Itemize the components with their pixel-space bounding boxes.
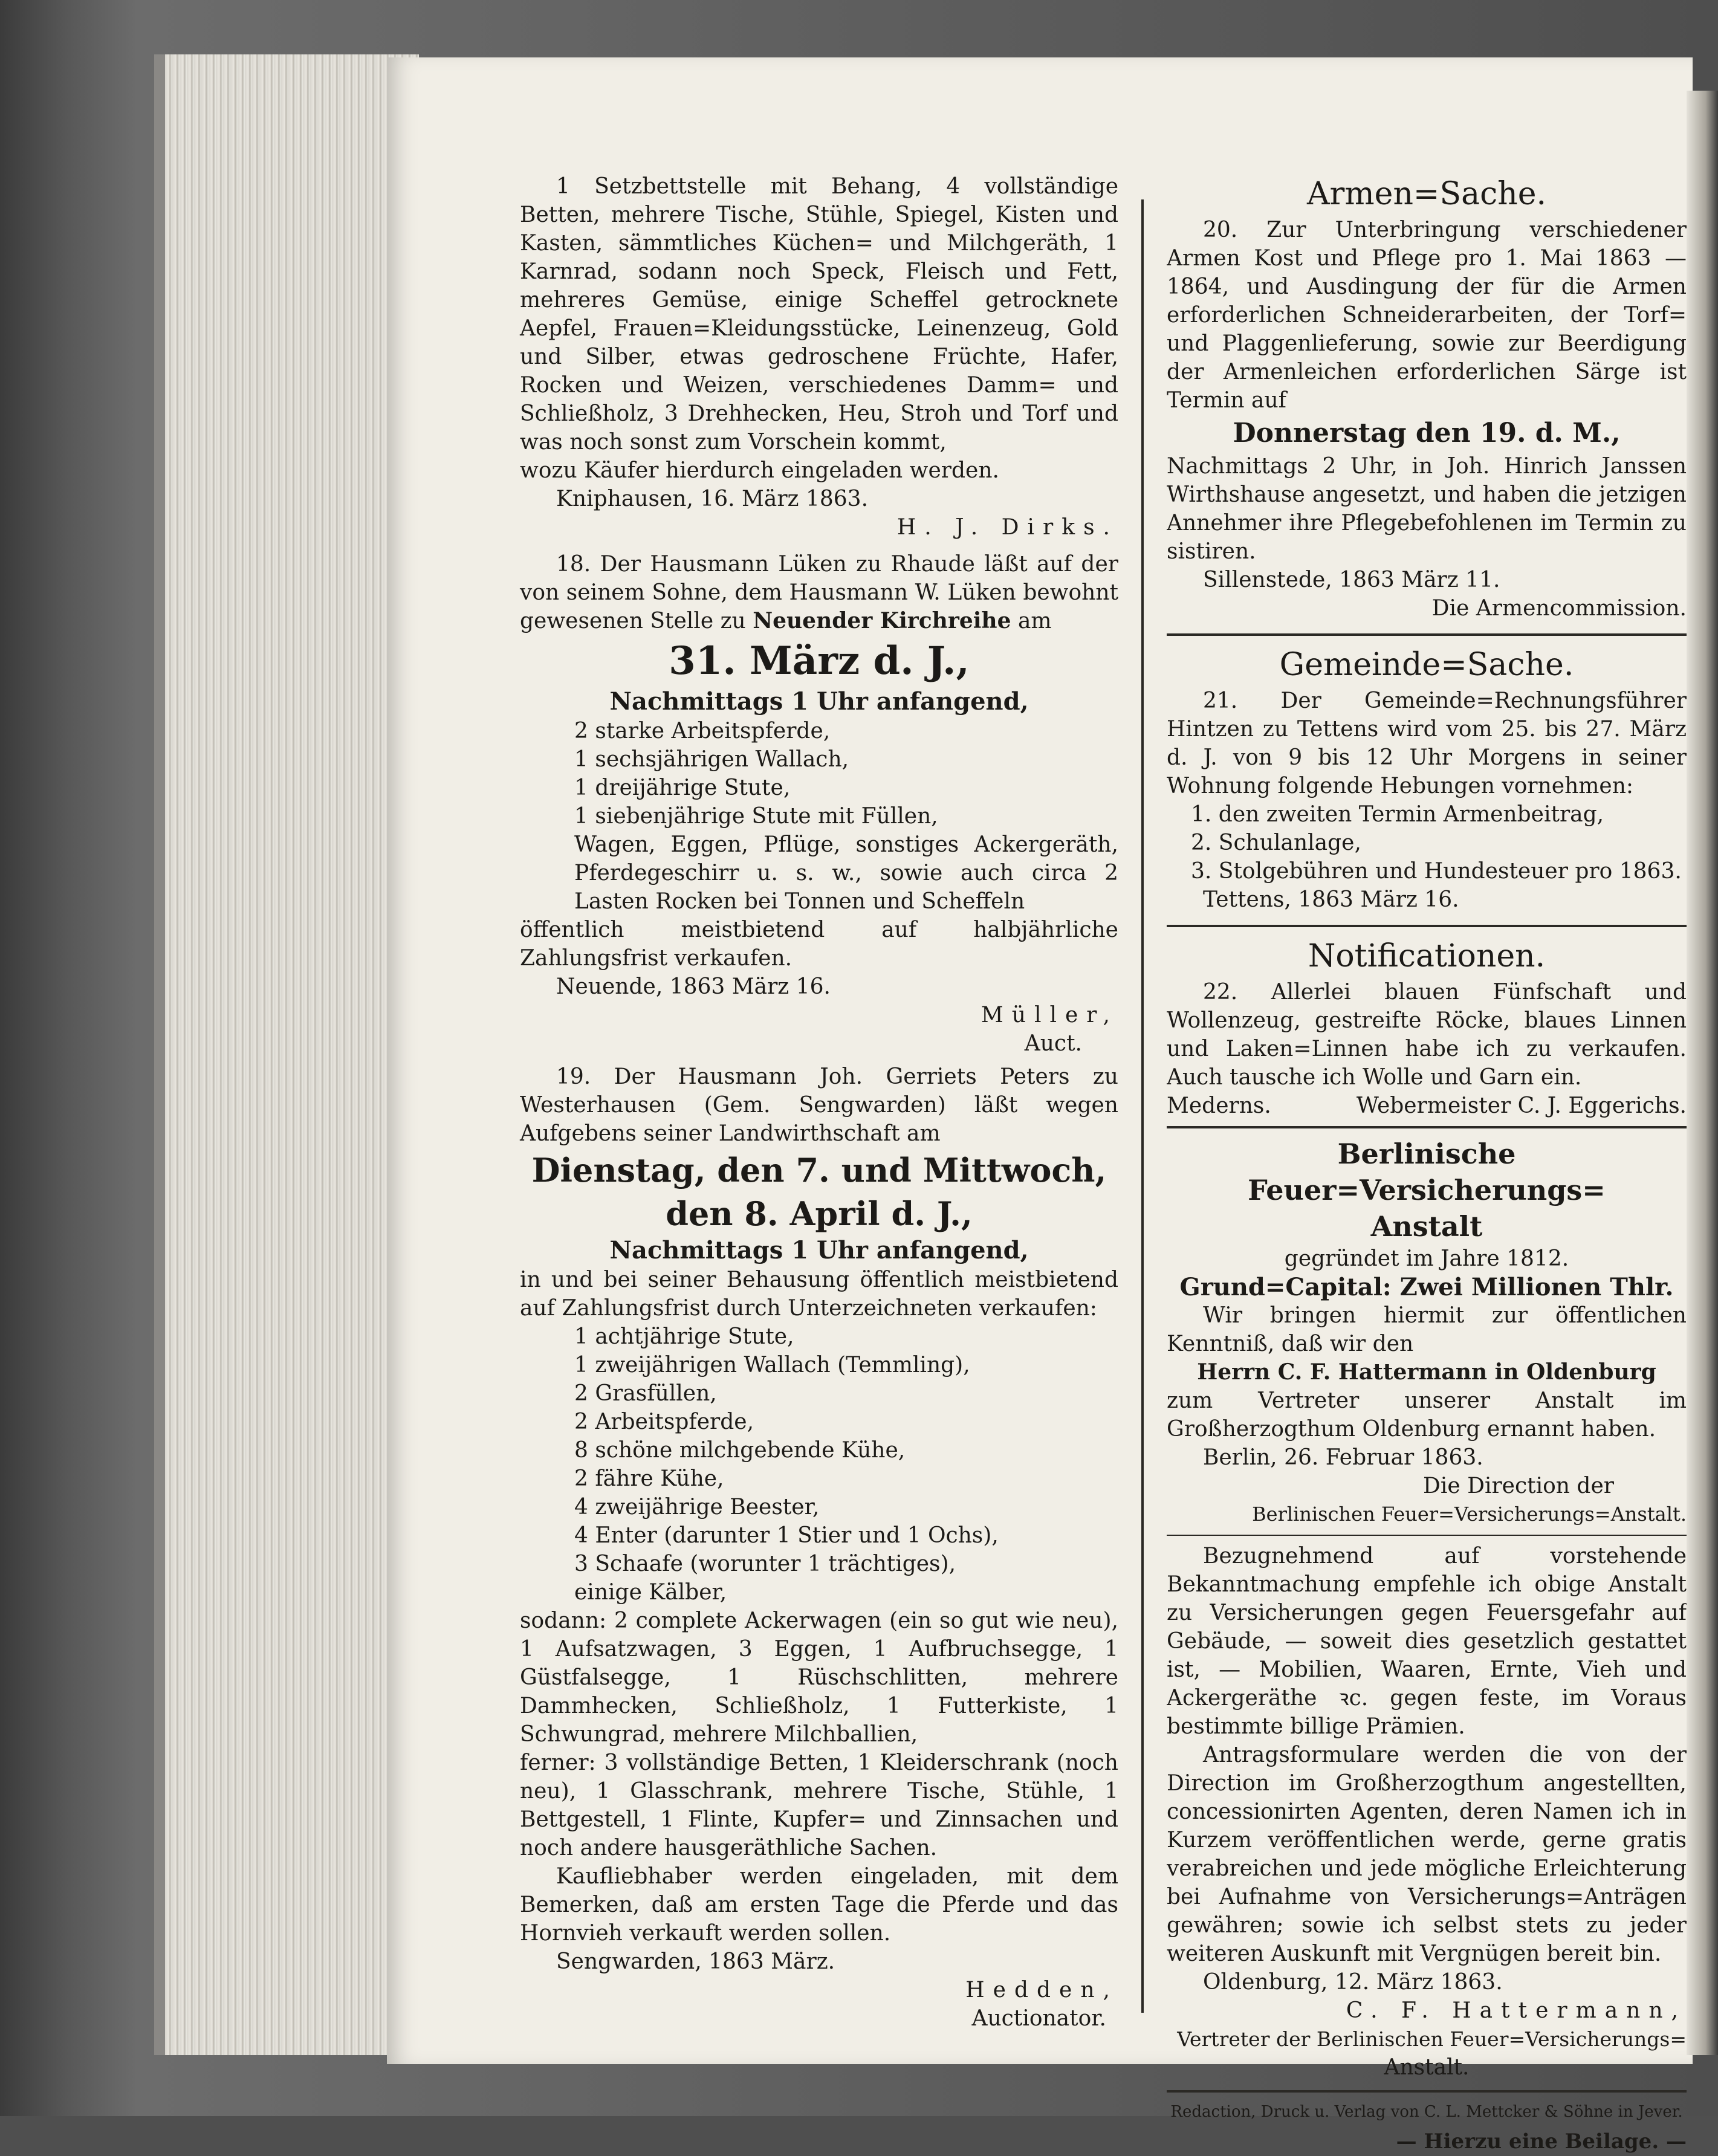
footer-rule: [1167, 2090, 1687, 2093]
text-p17: 1 Setzbettstelle mit Behang, 4 vollständige Betten, mehrere Tische, Stühle, Spiegel, Kisten und Kasten, sämmtliches Küchen= und Milchgeräth, 1 Karnrad, sodann noch Speck, Fleisch und Fett, mehreres Gemüse, einige Scheffel getrocknete Aepfel, Frauen=Kleidungsstücke, Leinenzeug, Gold und Silber, etwas gedroschene Früchte, Hafer, Rocken und Weizen, verschiedenes Damm= und Schließholz, 3 Drehhecken, Heu, Stroh und Torf und was noch sonst zum Vorschein kommt,: [520, 174, 1118, 455]
text-berlin-place-date: Berlin, 26. Februar 1863.: [1203, 1445, 1483, 1470]
text-p22-place: Mederns.: [1167, 1093, 1271, 1118]
footer-imprint: Redaction, Druck u. Verlag von C. L. Mettcker & Söhne in Jever.: [1170, 2103, 1683, 2121]
text-berlin-p1b: zum Vertreter unserer Anstalt im Großherzogthum Oldenburg ernannt haben.: [1167, 1388, 1687, 1442]
heading-armen-sache: Armen=Sache.: [1306, 176, 1547, 212]
signature-hedden-title: Auctionator.: [971, 2006, 1106, 2031]
heading-p19-date1: Dienstag, den 7. und Mittwoch,: [531, 1151, 1107, 1190]
text-p19-place-date: Sengwarden, 1863 März.: [556, 1949, 835, 1974]
heading-p18-time: Nachmittags 1 Uhr anfangend,: [609, 687, 1029, 716]
signature-hattermann-title-1: Vertreter der Berlinischen Feuer=Versicherungs=: [1177, 2027, 1687, 2051]
list-item: 8 schöne milchgebende Kühe,: [574, 1438, 906, 1463]
text-p17-place-date: Kniphausen, 16. März 1863.: [556, 487, 869, 511]
list-p21-items: [1167, 800, 1687, 885]
list-item: 1 dreijährige Stute,: [574, 775, 791, 800]
list-item: einige Kälber,: [574, 1580, 727, 1605]
signature-armencommission: Die Armencommission.: [1431, 596, 1687, 621]
right-column: [1167, 172, 1687, 2156]
text-p19-sodann: sodann: 2 complete Ackerwagen (ein so gut wie neu), 1 Aufsatzwagen, 3 Eggen, 1 Aufbruchsegge, 1 Güstfalsegge, 1 Rüschschlitten, mehrere Dammhecken, Schließholz, 1 Futterkiste, 1 Schwungrad, mehrere Milchballien,: [520, 1608, 1118, 1747]
list-item: Wagen, Eggen, Pflüge, sonstiges Ackergeräth, Pferdegeschirr u. s. w., sowie auch circa 2 Lasten Rocken bei Tonnen und Scheffeln: [574, 832, 1118, 914]
list-item: 2 Arbeitspferde,: [574, 1410, 754, 1434]
list-item: 3. Stolgebühren und Hundesteuer pro 1863.: [1191, 859, 1682, 884]
left-column: [520, 172, 1118, 2033]
footer-beilage: — Hierzu eine Beilage. —: [1396, 2129, 1687, 2154]
list-item: 2 fähre Kühe,: [574, 1466, 724, 1491]
heading-p20-date: Donnerstag den 19. d. M.,: [1233, 418, 1621, 448]
signature-eggerichs: Webermeister C. J. Eggerichs.: [1356, 1093, 1687, 1118]
heading-berlinische-2: Anstalt: [1370, 1210, 1483, 1243]
list-p18-items: [520, 717, 1118, 916]
text-berlin-founded: gegründet im Jahre 1812.: [1284, 1246, 1569, 1271]
list-item: 2 starke Arbeitspferde,: [574, 719, 831, 743]
text-p18-intro: 18. Der Hausmann Lüken zu Rhaude läßt auf der von seinem Sohne, dem Hausmann W. Lüken bewohnt gewesenen Stelle zu: [520, 552, 1118, 633]
list-item: 4 zweijährige Beester,: [574, 1495, 820, 1520]
text-p19-sale: in und bei seiner Behausung öffentlich meistbietend auf Zahlungsfrist durch Unterzeichneten verkaufen:: [520, 1267, 1118, 1321]
list-item: 4 Enter (darunter 1 Stier und 1 Ochs),: [574, 1523, 999, 1548]
text-p20-rest: Nachmittags 2 Uhr, in Joh. Hinrich Janssen Wirthshause angesetzt, und haben die jetzigen Annehmer ihre Pflegebefohlenen im Termin zu sistiren.: [1167, 454, 1687, 564]
section-rule: [1167, 1126, 1687, 1128]
section-rule: [1167, 925, 1687, 927]
signature-hattermann-title-2: Anstalt.: [1384, 2055, 1470, 2080]
heading-berlinische-1: Berlinische Feuer=Versicherungs=: [1248, 1138, 1606, 1206]
text-berlin-p3: Antragsformulare werden die von der Direction im Großherzogthum angestellten, concessionirten Agenten, deren Namen ich in Kurzem veröffentlichen werde, gerne gratis verabreichen und jede mögliche Erleichterung bei Aufnahme von Versicherungs=Anträgen gewähren; sowie ich selbst stets zu jeder weiteren Auskunft mit Vergnügen bereit bin.: [1167, 1743, 1687, 1966]
right-page-edge: [1687, 91, 1718, 2055]
signature-hattermann: C. F. Hattermann,: [1346, 1998, 1687, 2023]
text-berlin-p1: Wir bringen hiermit zur öffentlichen Kenntniß, daß wir den: [1167, 1303, 1687, 1356]
list-item: 2 Grasfüllen,: [574, 1381, 717, 1406]
section-rule: [1167, 633, 1687, 636]
text-p21-place-date: Tettens, 1863 März 16.: [1203, 887, 1459, 912]
list-item: 1 sechsjährigen Wallach,: [574, 747, 849, 772]
section-rule: [1167, 1535, 1687, 1536]
text-p18-place-date: Neuende, 1863 März 16.: [556, 974, 831, 999]
book-page-edges: [154, 54, 419, 2055]
text-berlin-name: Herrn C. F. Hattermann in Oldenburg: [1197, 1359, 1656, 1385]
text-berlin-place-date2: Oldenburg, 12. März 1863.: [1203, 1970, 1503, 1995]
list-item: 2. Schulanlage,: [1191, 830, 1361, 855]
text-berlin-capital: Grund=Capital: Zwei Millionen Thlr.: [1179, 1273, 1674, 1301]
text-p18-am: am: [1017, 609, 1052, 633]
text-p19-intro: 19. Der Hausmann Joh. Gerriets Peters zu Westerhausen (Gem. Sengwarden) läßt wegen Aufgebens seiner Landwirthschaft am: [520, 1064, 1118, 1146]
text-p21: 21. Der Gemeinde=Rechnungsführer Hintzen zu Tettens wird vom 25. bis 27. März d. J. von 9 bis 12 Uhr Morgens in seiner Wohnung folgende Hebungen vornehmen:: [1167, 688, 1687, 798]
heading-p19-time: Nachmittags 1 Uhr anfangend,: [609, 1236, 1029, 1264]
signature-hedden: Hedden,: [965, 1978, 1118, 2002]
text-p18-sale: öffentlich meistbietend auf halbjährliche Zahlungsfrist verkaufen.: [520, 918, 1118, 971]
list-item: 1 achtjährige Stute,: [574, 1324, 794, 1349]
list-item: 1 siebenjährige Stute mit Füllen,: [574, 804, 938, 829]
signature-direction-2: Berlinischen Feuer=Versicherungs=Anstalt.: [1252, 1503, 1687, 1526]
column-divider: [1141, 199, 1144, 2013]
heading-gemeinde-sache: Gemeinde=Sache.: [1279, 647, 1574, 683]
signature-dirks: H. J. Dirks.: [896, 515, 1118, 540]
text-p18-place: Neuender Kirchreihe: [753, 608, 1011, 633]
heading-p19-date2: den 8. April d. J.,: [666, 1194, 973, 1233]
heading-notificationen: Notificationen.: [1308, 938, 1546, 974]
text-p19-ferner: ferner: 3 vollständige Betten, 1 Kleiderschrank (noch neu), 1 Glasschrank, mehrere Tische, Stühle, 1 Bettgestell, 1 Flinte, Kupfer= und Zinnsachen und noch andere hausgeräthliche Sachen.: [520, 1750, 1118, 1860]
text-p17-invite: wozu Käufer hierdurch eingeladen werden.: [520, 458, 999, 483]
signature-mueller-title: Auct.: [1024, 1031, 1082, 1056]
signature-direction-1: Die Direction der: [1422, 1474, 1614, 1498]
heading-p18-date: 31. März d. J.,: [669, 638, 970, 684]
list-item: 3 Schaafe (worunter 1 trächtiges),: [574, 1552, 956, 1576]
text-p18: [520, 550, 1118, 635]
text-p19-note: Kaufliebhaber werden eingeladen, mit dem Bemerken, daß am ersten Tage die Pferde und das Hornvieh verkauft werden sollen.: [520, 1864, 1118, 1946]
text-p20-place-date: Sillenstede, 1863 März 11.: [1203, 568, 1500, 592]
text-p20: 20. Zur Unterbringung verschiedener Armen Kost und Pflege pro 1. Mai 1863 — 1864, und Ausdingung der für die Armen erforderlichen Schneiderarbeiten, der Torf= und Plaggenlieferung, sowie zur Beerdigung der Armenleichen erforderlichen Särge ist Termin auf: [1167, 218, 1687, 413]
text-p22-sign-line: [1167, 1092, 1687, 1120]
text-berlin-p2: Bezugnehmend auf vorstehende Bekanntmachung empfehle ich obige Anstalt zu Versicherungen gegen Feuersgefahr auf Gebäude, — soweit dies gesetzlich gestattet ist, — Mobilien, Waaren, Ernte, Vieh und Ackergeräthe ꝛc. gegen feste, im Voraus bestimmte billige Prämien.: [1167, 1544, 1687, 1739]
signature-mueller: Müller,: [981, 1003, 1118, 1028]
text-p22: 22. Allerlei blauen Fünfschaft und Wollenzeug, gestreifte Röcke, blaues Linnen und Laken=Linnen habe ich zu verkaufen. Auch tausche ich Wolle und Garn ein.: [1167, 980, 1687, 1090]
list-item: 1. den zweiten Termin Armenbeitrag,: [1191, 802, 1604, 827]
list-p19-items: [520, 1322, 1118, 1607]
list-item: 1 zweijährigen Wallach (Temmling),: [574, 1353, 970, 1377]
